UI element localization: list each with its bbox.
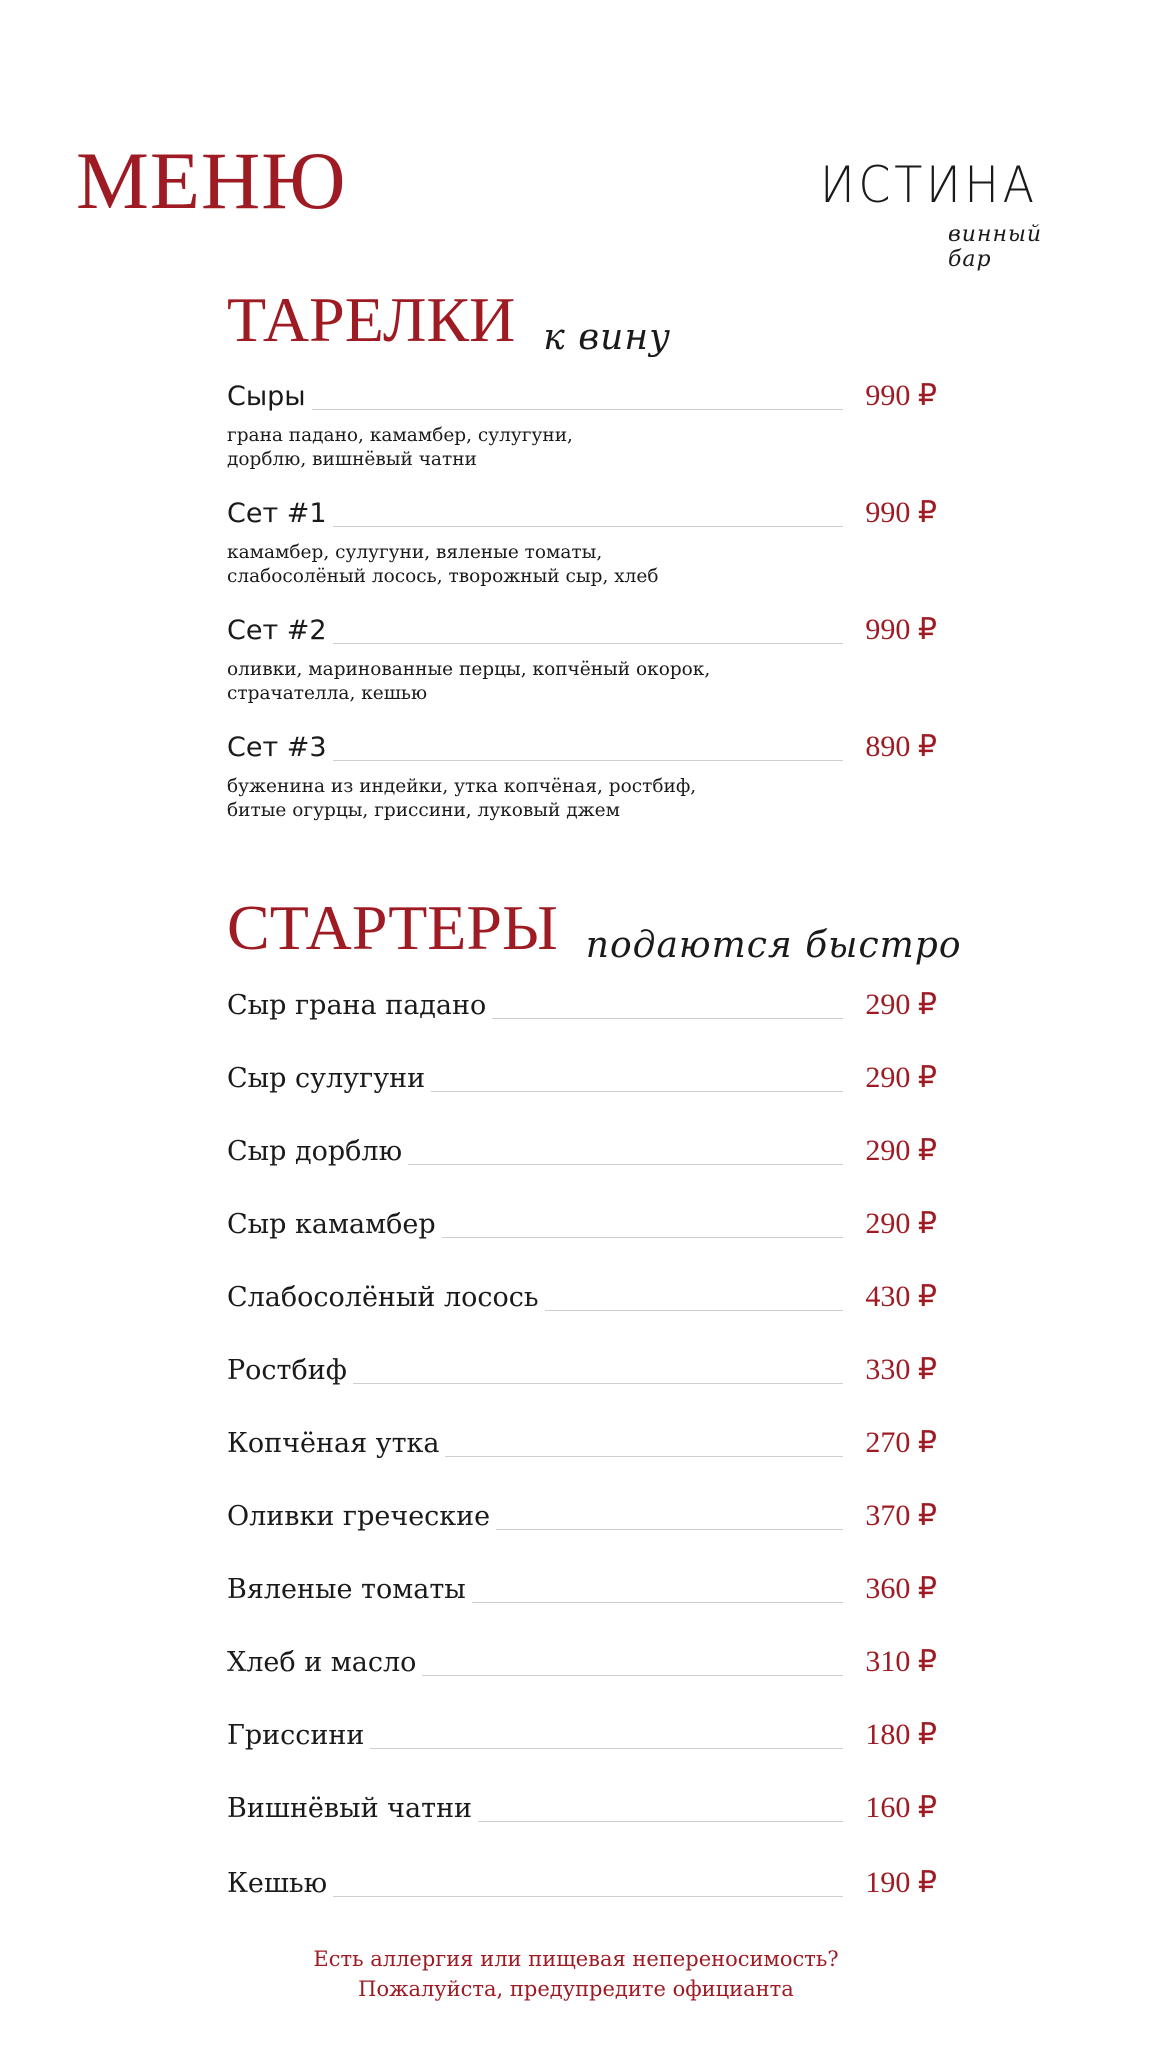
logo-subtitle: винный бар — [948, 222, 1043, 272]
item-description — [227, 658, 787, 706]
menu-item — [227, 1788, 937, 1828]
section-title-text: ТАРЕЛКИ — [227, 284, 516, 355]
item-price: 370 ₽ — [865, 1499, 937, 1532]
item-description — [227, 541, 787, 589]
item-name: Гриссини — [227, 1721, 370, 1751]
item-name: Сыр грана падано — [227, 991, 492, 1021]
item-price: 990 ₽ — [865, 613, 937, 646]
section-title-plates — [227, 284, 671, 358]
item-price: 360 ₽ — [865, 1572, 937, 1605]
item-name: Сыр дорблю — [227, 1137, 408, 1167]
item-name: Сет #2 — [227, 616, 333, 646]
allergy-notice-line: Есть аллергия или пищевая непереносимость? — [313, 1947, 839, 1971]
section-subtitle: подаются быстро — [585, 925, 962, 966]
item-name: Вяленые томаты — [227, 1575, 472, 1605]
desc-line: страчателла, кешью — [227, 683, 428, 704]
menu-item — [227, 1423, 937, 1463]
desc-line: камамбер, сулугуни, вяленые томаты, — [227, 542, 603, 563]
item-name: Оливки греческие — [227, 1502, 496, 1532]
item-name: Хлеб и масло — [227, 1648, 422, 1678]
item-price: 290 ₽ — [865, 1134, 937, 1167]
item-price: 160 ₽ — [865, 1791, 937, 1824]
allergy-notice-line: Пожалуйста, предупредите официанта — [358, 1977, 794, 2001]
item-price: 290 ₽ — [865, 988, 937, 1021]
menu-item — [227, 1863, 937, 1903]
item-price: 430 ₽ — [865, 1280, 937, 1313]
desc-line: дорблю, вишнёвый чатни — [227, 449, 477, 470]
item-price: 890 ₽ — [865, 730, 937, 763]
menu-item — [227, 1131, 937, 1171]
item-description — [227, 775, 787, 823]
desc-line: битые огурцы, гриссини, луковый джем — [227, 800, 620, 821]
desc-line: слабосолёный лосось, творожный сыр, хлеб — [227, 566, 659, 587]
item-name: Сыры — [227, 382, 312, 412]
menu-item — [227, 1569, 937, 1609]
item-name: Вишнёвый чатни — [227, 1794, 478, 1824]
item-price: 330 ₽ — [865, 1353, 937, 1386]
section-title-text: СТАРТЕРЫ — [227, 892, 558, 963]
menu-title: МЕНЮ — [76, 135, 347, 226]
item-name: Сыр сулугуни — [227, 1064, 431, 1094]
dotted-leader — [227, 409, 843, 410]
item-name: Копчёная утка — [227, 1429, 445, 1459]
menu-item — [227, 1277, 937, 1317]
item-price: 290 ₽ — [865, 1207, 937, 1240]
menu-item — [227, 985, 937, 1025]
section-title-starters — [227, 892, 962, 966]
menu-item — [227, 1350, 937, 1390]
desc-line: грана падано, камамбер, сулугуни, — [227, 425, 573, 446]
menu-item — [227, 1058, 937, 1098]
item-description — [227, 424, 787, 472]
item-price: 310 ₽ — [865, 1645, 937, 1678]
item-name: Сыр камамбер — [227, 1210, 442, 1240]
item-price: 270 ₽ — [865, 1426, 937, 1459]
item-name: Кешью — [227, 1869, 333, 1899]
item-price: 990 ₽ — [865, 379, 937, 412]
menu-item — [227, 610, 937, 650]
section-subtitle: к вину — [543, 317, 671, 358]
menu-item — [227, 1496, 937, 1536]
desc-line: оливки, маринованные перцы, копчёный окорок, — [227, 659, 711, 680]
item-price: 290 ₽ — [865, 1061, 937, 1094]
menu-item — [227, 376, 937, 416]
allergy-notice — [0, 1944, 1152, 2004]
item-name: Сет #1 — [227, 499, 333, 529]
menu-item — [227, 1642, 937, 1682]
logo — [820, 156, 1080, 272]
menu-item — [227, 1204, 937, 1244]
item-name: Сет #3 — [227, 733, 333, 763]
desc-line: буженина из индейки, утка копчёная, ростбиф, — [227, 776, 697, 797]
item-name: Ростбиф — [227, 1356, 353, 1386]
item-name: Слабосолёный лосось — [227, 1283, 545, 1313]
item-price: 990 ₽ — [865, 496, 937, 529]
item-price: 180 ₽ — [865, 1718, 937, 1751]
item-price: 190 ₽ — [865, 1866, 937, 1899]
menu-item — [227, 727, 937, 767]
menu-item — [227, 493, 937, 533]
logo-name: ИСТИНА — [820, 156, 1038, 214]
menu-item — [227, 1715, 937, 1755]
